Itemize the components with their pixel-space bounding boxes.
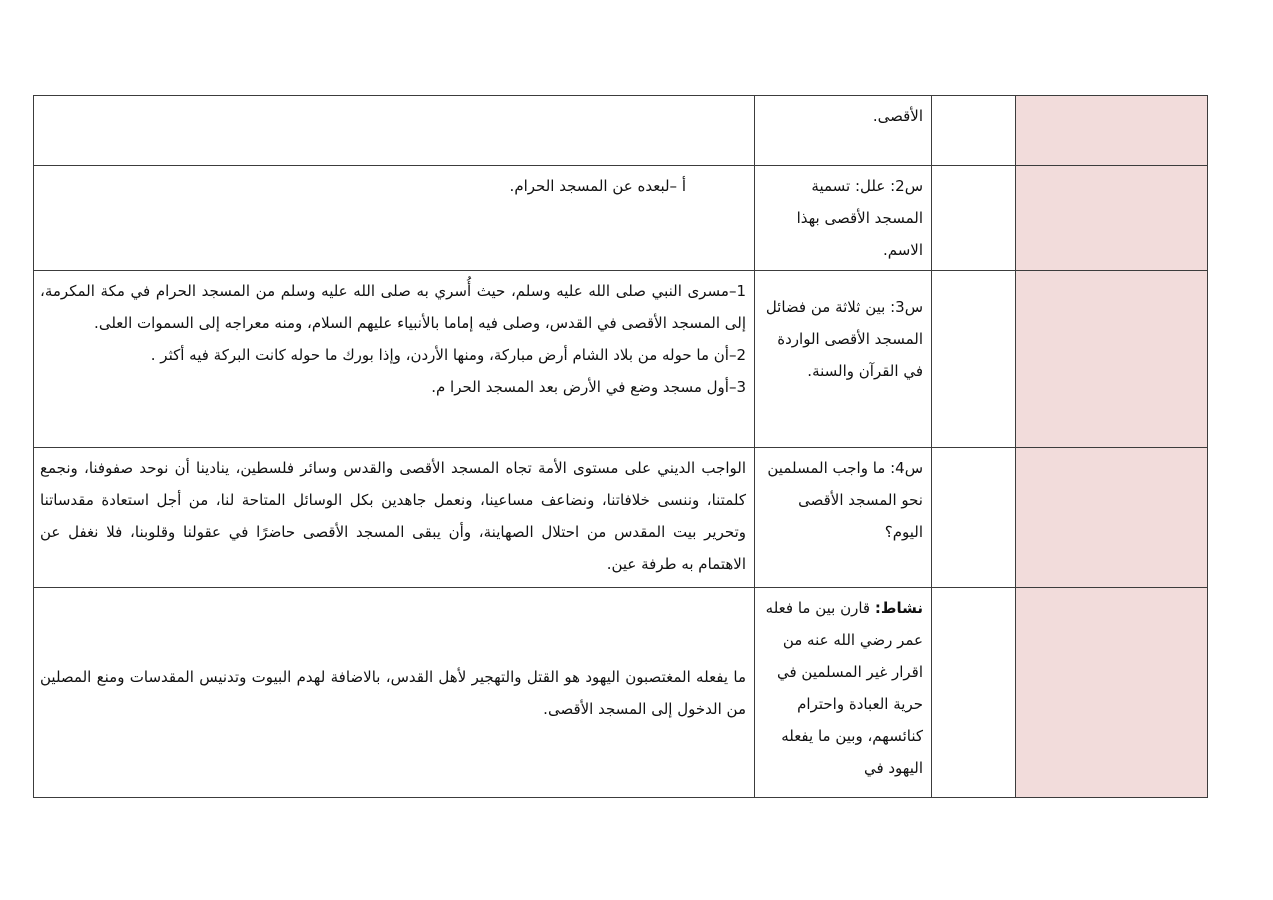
table-row bbox=[34, 448, 1208, 588]
shaded-cell bbox=[1016, 448, 1208, 588]
answer-text: أ –لبعده عن المسجد الحرام. bbox=[509, 177, 686, 195]
answer-text: ما يفعله المغتصبون اليهود هو القتل والتهجير لأهل القدس، بالاضافة لهدم البيوت وتدنيس المقدسات ومنع المصلين من الدخول إلى المسجد الأقصى. bbox=[40, 667, 746, 718]
mark-cell bbox=[932, 271, 1016, 448]
answer-cell bbox=[34, 96, 755, 166]
answer-line-1: 1–مسرى النبي صلى الله عليه وسلم، حيث أُسري به صلى الله عليه وسلم من المسجد الحرام في مكة المكرمة، إلى المسجد الأقصى في القدس، وصلى فيه إماما بالأنبياء عليهم السلام، ومنه معراجه إلى السموات العلى. bbox=[40, 282, 746, 332]
answer-line-2: 2–أن ما حوله من بلاد الشام أرض مباركة، ومنها الأردن، وإذا بورك ما حوله كانت البركة فيه أكثر . bbox=[150, 346, 746, 364]
table-row bbox=[34, 166, 1208, 271]
shaded-cell bbox=[1016, 271, 1208, 448]
question-text: الأقصى. bbox=[872, 107, 923, 125]
answer-cell bbox=[34, 588, 755, 798]
answer-cell bbox=[34, 166, 755, 271]
table-row bbox=[34, 271, 1208, 448]
question-text: س4: ما واجب المسلمين نحو المسجد الأقصى اليوم؟ bbox=[767, 459, 923, 541]
question-cell bbox=[755, 96, 932, 166]
shaded-cell bbox=[1016, 96, 1208, 166]
question-cell bbox=[755, 271, 932, 448]
shaded-cell bbox=[1016, 588, 1208, 798]
answer-line-3: 3–أول مسجد وضع في الأرض بعد المسجد الحرا م. bbox=[431, 378, 746, 396]
question-cell bbox=[755, 166, 932, 271]
table-row bbox=[34, 96, 1208, 166]
lesson-worksheet-table bbox=[33, 95, 1208, 798]
mark-cell bbox=[932, 448, 1016, 588]
question-text: قارن بين ما فعله عمر رضي الله عنه من اقرار غير المسلمين في حرية العبادة واحترام كنائسهم، وبين ما يفعله اليهود في bbox=[765, 599, 923, 777]
question-text: س2: علل: تسمية المسجد الأقصى بهذا الاسم. bbox=[796, 177, 923, 259]
answer-cell bbox=[34, 448, 755, 588]
activity-label: نشاط: bbox=[874, 599, 923, 617]
mark-cell bbox=[932, 96, 1016, 166]
answer-cell bbox=[34, 271, 755, 448]
table-row bbox=[34, 588, 1208, 798]
question-text: س3: بين ثلاثة من فضائل المسجد الأقصى الواردة في القرآن والسنة. bbox=[765, 298, 923, 380]
question-cell bbox=[755, 448, 932, 588]
question-cell bbox=[755, 588, 932, 798]
shaded-cell bbox=[1016, 166, 1208, 271]
mark-cell bbox=[932, 166, 1016, 271]
answer-text: الواجب الديني على مستوى الأمة تجاه المسجد الأقصى والقدس وسائر فلسطين، ينادينا أن نوحد صفوفنا، ونجمع كلمتنا، وننسى خلافاتنا، ونضاعف مساعينا، ونعمل جاهدين بكل الوسائل المتاحة لنا، من أجل استعادة مقدساتنا وتحرير بيت المقدس من احتلال الصهاينة، وأن يبقى المسجد الأقصى حاضرًا في عقولنا وقلوبنا، فلا نغفل عن الاهتمام به طرفة عين. bbox=[40, 459, 746, 573]
mark-cell bbox=[932, 588, 1016, 798]
